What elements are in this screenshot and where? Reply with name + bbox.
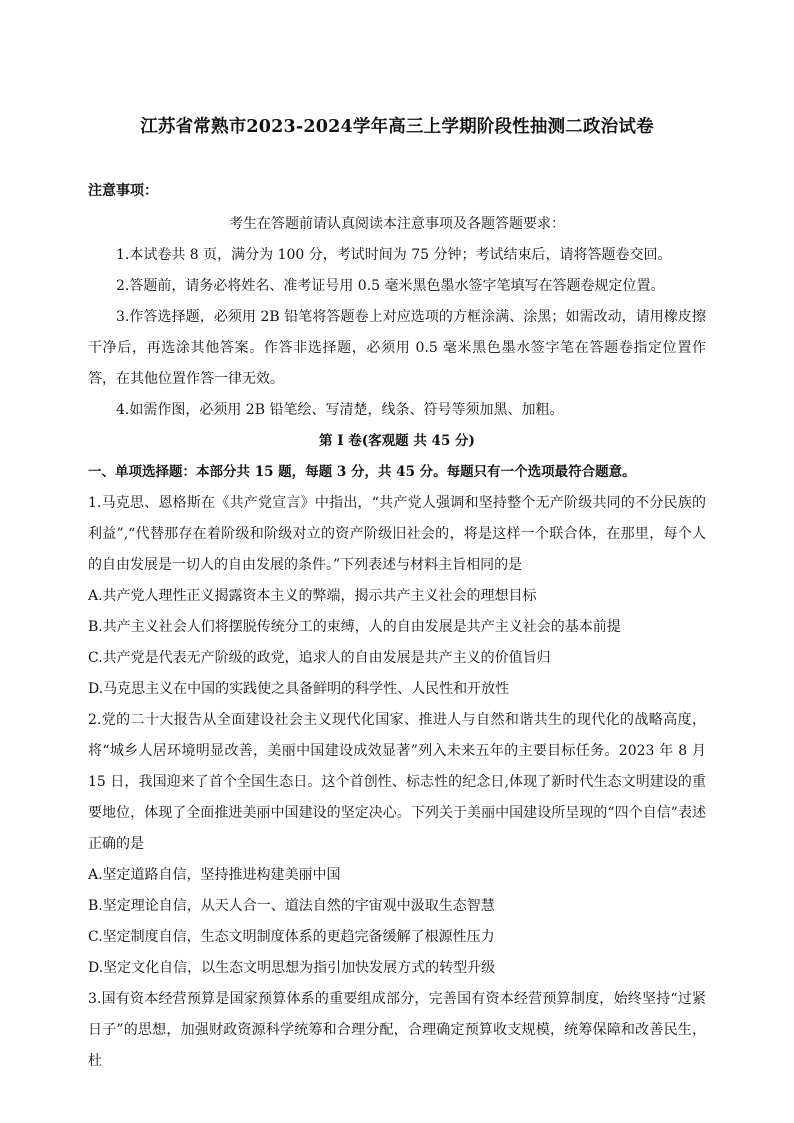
notice-item: 3.作答选择题，必须用 2B 铅笔将答题卷上对应选项的方框涂满、涂黑；如需改动，请用橡皮擦干净后，再选涂其他答案。作答非选择题，必须用 0.5 毫米黑色墨水签字笔在答题卷指定位置作答，在其他位置作答一律无效。 bbox=[88, 309, 706, 387]
section-heading: 一、单项选择题：本部分共 15 题，每题 3 分，共 45 分。每题只有一个选项最符合题意。 bbox=[88, 464, 636, 480]
question-option: B.坚定理论自信，从天人合一、道法自然的宇宙观中汲取生态智慧 bbox=[88, 898, 495, 914]
question-option: A.坚定道路自信，坚持推进构建美丽中国 bbox=[88, 867, 341, 883]
question-1 bbox=[88, 488, 706, 705]
notice-item: 2.答题前，请务必将姓名、准考证号用 0.5 毫米黑色墨水签字笔填写在答题卷规定位置。 bbox=[116, 278, 665, 294]
question-option: D.坚定文化自信，以生态文明思想为指引加快发展方式的转型升级 bbox=[88, 960, 496, 976]
question-stem: 3.国有资本经营预算是国家预算体系的重要组成部分，完善国有资本经营预算制度，始终坚持“过紧日子”的思想，加强财政资源科学统筹和合理分配，合理确定预算收支规模，统筹保障和改善民生，杜 bbox=[88, 991, 706, 1069]
question-stem: 1.马克思、恩格斯在《共产党宣言》中指出，“共产党人强调和坚持整个无产阶级共同的不分民族的利益”,“代替那存在着阶级和阶级对立的资产阶级旧社会的，将是这样一个联合体，在那里，每个人的自由发展是一切人的自由发展的条件。”下列表述与材料主旨相同的是 bbox=[88, 495, 706, 573]
question-stem: 2.党的二十大报告从全面建设社会主义现代化国家、推进人与自然和谐共生的现代化的战略高度，将“城乡人居环境明显改善，美丽中国建设成效显著”列入未来五年的主要目标任务。2023 年 8 月 15 日，我国迎来了首个全国生态日。这个首创性、标志性的纪念日,体现了新时代生态文明建设的重要地位，体现了全面推进美丽中国建设的坚定决心。下列关于美丽中国建设所呈现的“四个自信”表述正确的是 bbox=[88, 712, 706, 852]
notice-heading: 注意事项： bbox=[88, 183, 158, 199]
notice-item: 4.如需作图，必须用 2B 铅笔绘、写清楚，线条、符号等须加黑、加粗。 bbox=[116, 402, 564, 418]
page-title: 江苏省常熟市2023-2024学年高三上学期阶段性抽测二政治试卷 bbox=[140, 117, 654, 137]
question-3 bbox=[88, 984, 706, 1077]
question-option: D.马克思主义在中国的实践使之具备鲜明的科学性、人民性和开放性 bbox=[88, 681, 510, 697]
question-option: B.共产主义社会人们将摆脱传统分工的束缚，人的自由发展是共产主义社会的基本前提 bbox=[88, 619, 621, 635]
part-heading: 第 I 卷(客观题 共 45 分) bbox=[319, 433, 475, 449]
notice-item: 1.本试卷共 8 页，满分为 100 分，考试时间为 75 分钟；考试结束后，请将答题卷交回。 bbox=[116, 247, 672, 263]
question-option: C.共产党是代表无产阶级的政党，追求人的自由发展是共产主义的价值旨归 bbox=[88, 650, 551, 666]
notice-intro: 考生在答题前请认真阅读本注意事项及各题答题要求： bbox=[229, 216, 565, 232]
question-option: C.坚定制度自信，生态文明制度体系的更趋完备缓解了根源性压力 bbox=[88, 929, 495, 945]
exam-content bbox=[88, 176, 706, 1077]
question-option: A.共产党人理性正义揭露资本主义的弊端，揭示共产主义社会的理想目标 bbox=[88, 588, 537, 604]
question-2 bbox=[88, 705, 706, 984]
